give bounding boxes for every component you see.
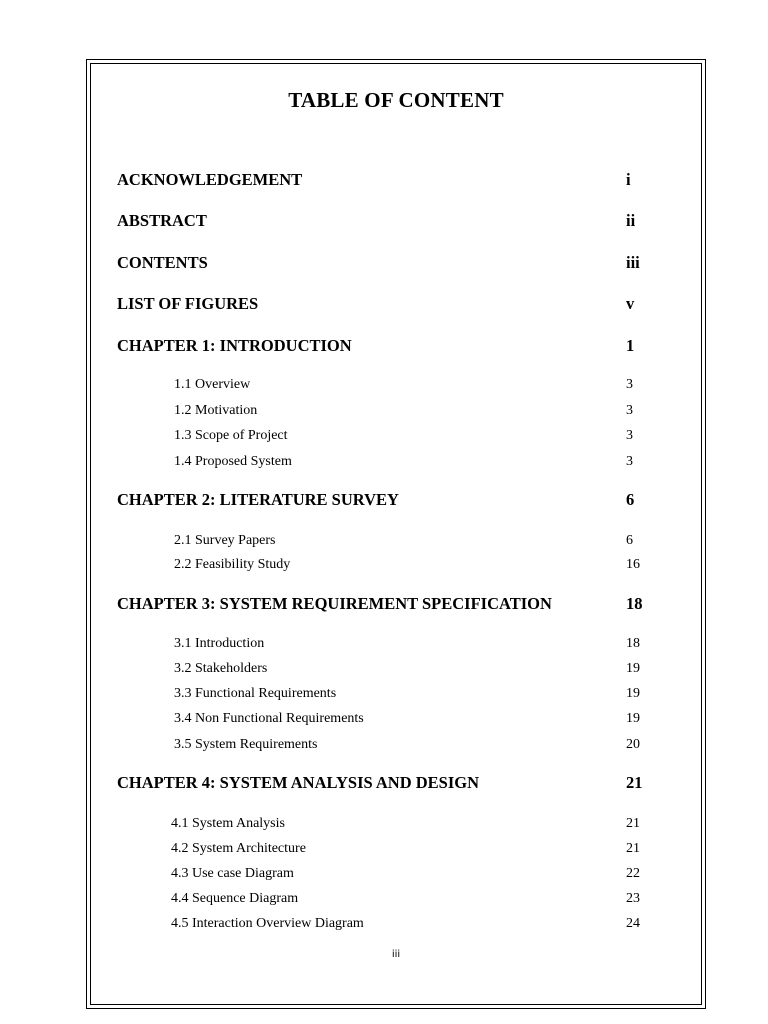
toc-subentry xyxy=(0,686,768,708)
toc-entry-label: CHAPTER 2: LITERATURE SURVEY xyxy=(117,490,399,509)
toc-entry-page: iii xyxy=(626,253,640,272)
toc-entry-page: 18 xyxy=(626,594,643,613)
toc-subentry xyxy=(0,891,768,913)
toc-entry-page: 21 xyxy=(626,841,640,856)
toc-entry-page: 24 xyxy=(626,916,640,931)
toc-subentry xyxy=(0,841,768,863)
toc-chapter-2 xyxy=(0,490,768,512)
toc-entry-label: CHAPTER 1: INTRODUCTION xyxy=(117,336,352,355)
toc-entry-page: 18 xyxy=(626,636,640,651)
toc-entry-page: 21 xyxy=(626,816,640,831)
toc-entry-page: 19 xyxy=(626,711,640,726)
toc-entry-label: 1.2 Motivation xyxy=(174,403,258,418)
toc-subentry xyxy=(0,533,768,555)
toc-entry-page: 21 xyxy=(626,773,643,792)
toc-entry-page: 6 xyxy=(626,490,635,509)
toc-entry-label: 1.4 Proposed System xyxy=(174,454,292,469)
toc-entry-label: 3.2 Stakeholders xyxy=(174,661,268,676)
toc-entry-label: LIST OF FIGURES xyxy=(117,294,259,313)
toc-subentry xyxy=(0,866,768,888)
toc-entry-page: v xyxy=(626,294,635,313)
toc-entry-page: 22 xyxy=(626,866,640,881)
toc-entry-label: 3.1 Introduction xyxy=(174,636,265,651)
toc-chapter-3 xyxy=(0,594,768,616)
toc-entry-page: 3 xyxy=(626,454,633,469)
toc-subentry xyxy=(0,454,768,476)
toc-chapter-1 xyxy=(0,336,768,358)
toc-chapter-4 xyxy=(0,773,768,795)
toc-entry-label: CHAPTER 4: SYSTEM ANALYSIS AND DESIGN xyxy=(117,773,480,792)
toc-subentry xyxy=(0,916,768,938)
toc-subentry xyxy=(0,636,768,658)
toc-subentry xyxy=(0,816,768,838)
toc-subentry xyxy=(0,403,768,425)
footer-page-number: iii xyxy=(391,949,401,960)
toc-entry-label: 3.5 System Requirements xyxy=(174,737,318,752)
toc-entry-page: 3 xyxy=(626,403,633,418)
toc-entry-label: CHAPTER 3: SYSTEM REQUIREMENT SPECIFICATION xyxy=(117,594,552,613)
toc-subentry xyxy=(0,661,768,683)
toc-entry-page: 16 xyxy=(626,557,640,572)
toc-entry-label: 3.4 Non Functional Requirements xyxy=(174,711,364,726)
toc-subentry xyxy=(0,428,768,450)
toc-entry-label: 4.3 Use case Diagram xyxy=(171,866,294,881)
toc-entry-contents xyxy=(0,253,768,275)
toc-entry-page: 1 xyxy=(626,336,635,355)
toc-entry-label: 2.1 Survey Papers xyxy=(174,533,276,548)
toc-entry-list-of-figures xyxy=(0,294,768,316)
toc-subentry xyxy=(0,377,768,399)
toc-entry-label: CONTENTS xyxy=(117,253,208,272)
page-title: TABLE OF CONTENT xyxy=(288,88,504,112)
toc-entry-label: 4.1 System Analysis xyxy=(171,816,285,831)
toc-entry-label: 4.5 Interaction Overview Diagram xyxy=(171,916,364,931)
toc-subentry xyxy=(0,711,768,733)
toc-entry-acknowledgement xyxy=(0,170,768,192)
toc-entry-label: ACKNOWLEDGEMENT xyxy=(117,170,303,189)
toc-entry-label: 4.2 System Architecture xyxy=(171,841,306,856)
toc-entry-label: 2.2 Feasibility Study xyxy=(174,557,291,572)
toc-entry-page: 23 xyxy=(626,891,640,906)
toc-subentry xyxy=(0,737,768,759)
toc-entry-page: 6 xyxy=(626,533,633,548)
toc-entry-page: 3 xyxy=(626,377,633,392)
toc-entry-page: 19 xyxy=(626,686,640,701)
toc-entry-page: i xyxy=(626,170,631,189)
toc-entry-page: ii xyxy=(626,211,636,230)
toc-entry-label: 3.3 Functional Requirements xyxy=(174,686,337,701)
toc-entry-page: 19 xyxy=(626,661,640,676)
toc-entry-page: 3 xyxy=(626,428,633,443)
toc-entry-label: 4.4 Sequence Diagram xyxy=(171,891,299,906)
toc-entry-abstract xyxy=(0,211,768,233)
toc-entry-label: ABSTRACT xyxy=(117,211,207,230)
toc-entry-label: 1.1 Overview xyxy=(174,377,251,392)
toc-entry-label: 1.3 Scope of Project xyxy=(174,428,288,443)
toc-subentry xyxy=(0,557,768,579)
toc-entry-page: 20 xyxy=(626,737,640,752)
